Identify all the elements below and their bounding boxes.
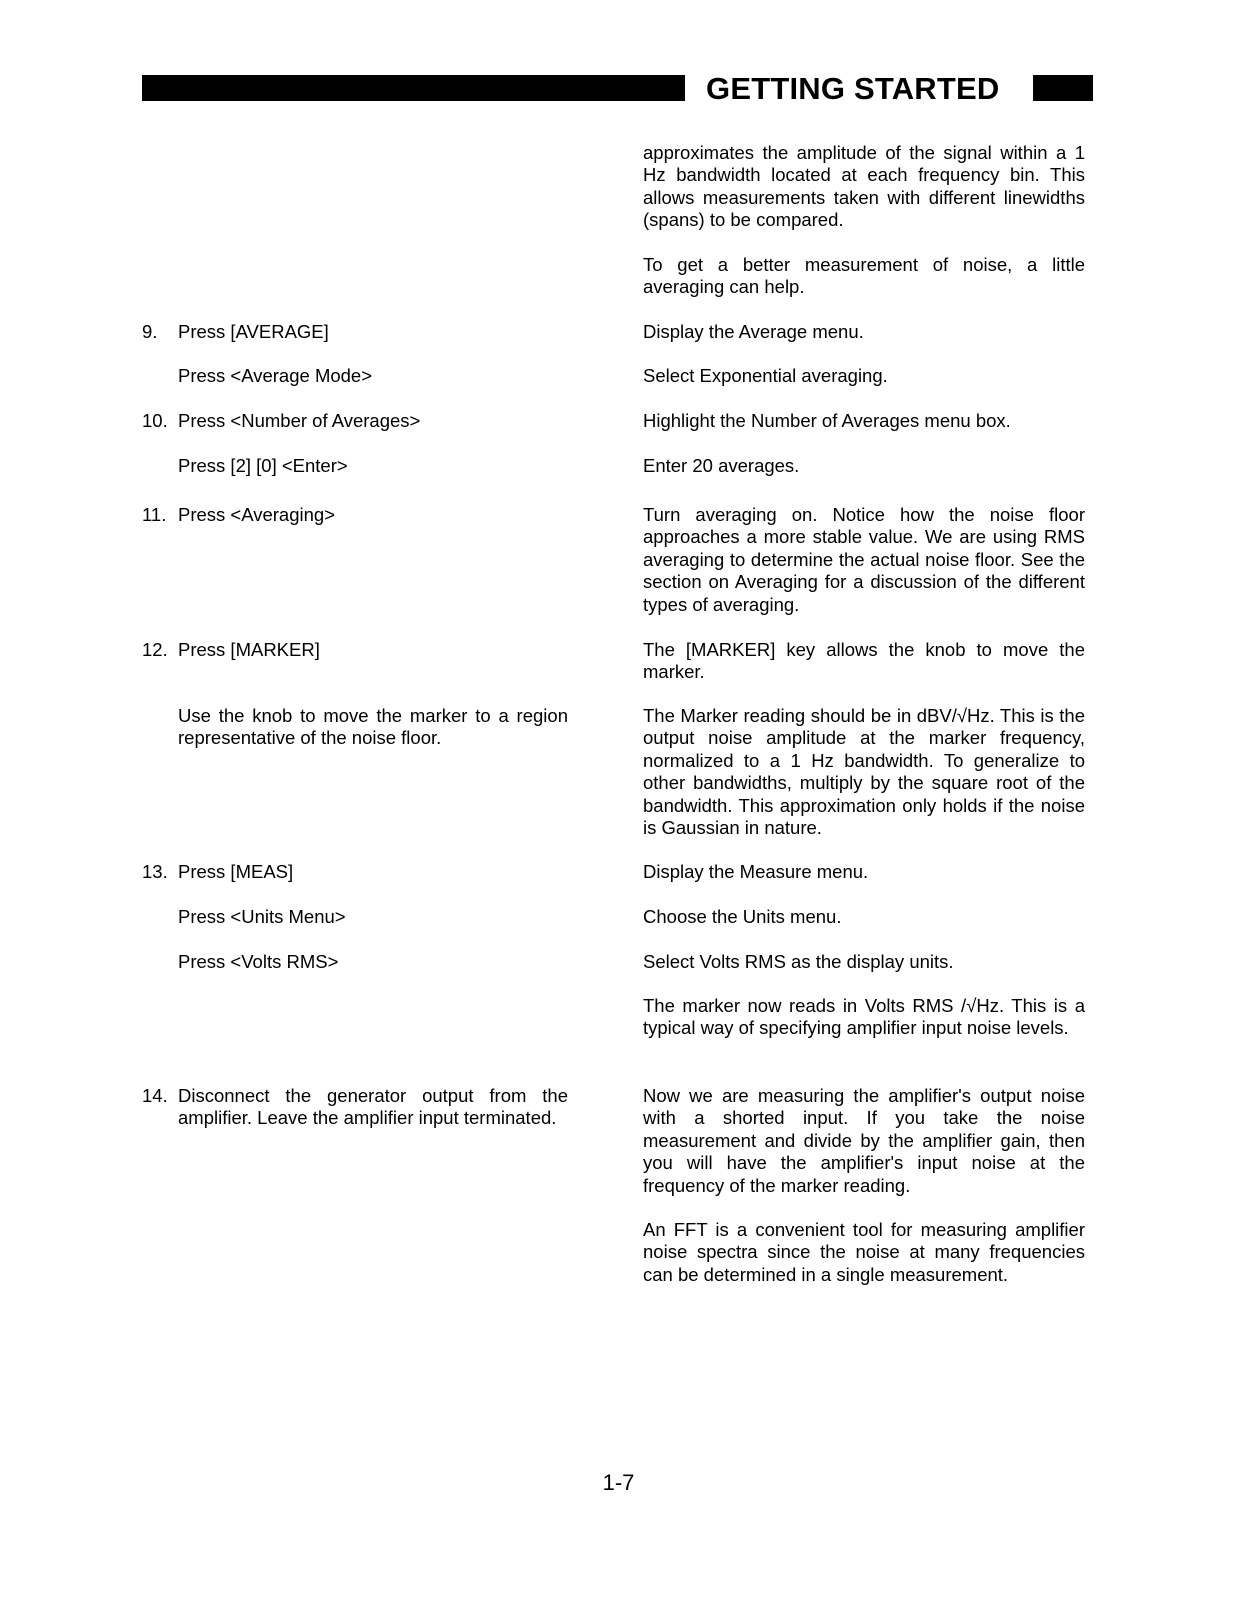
step-action: Press <Number of Averages> bbox=[178, 410, 421, 431]
intro-paragraph-1: approximates the amplitude of the signal within a 1 Hz bandwidth located at each frequency bin. This allows measurements taken with different linewidths (spans) to be compared. bbox=[643, 142, 1085, 231]
step-description: Display the Average menu. bbox=[643, 321, 864, 342]
step-action: Press <Units Menu> bbox=[178, 906, 346, 927]
step-action: Disconnect the generator output from the amplifier. Leave the amplifier input terminated. bbox=[178, 1085, 568, 1129]
step-description: The marker now reads in Volts RMS /√Hz. This is a typical way of specifying amplifier input noise levels. bbox=[643, 995, 1085, 1039]
step-description: Choose the Units menu. bbox=[643, 906, 842, 927]
step-number: 9. bbox=[142, 321, 158, 342]
step-action: Press [AVERAGE] bbox=[178, 321, 329, 342]
header-bar-right bbox=[1033, 75, 1093, 101]
step-number: 12. bbox=[142, 639, 168, 660]
step-description: The Marker reading should be in dBV/√Hz. This is the output noise amplitude at the marker frequency, normalized to a 1 Hz bandwidth. To generalize to other bandwidths, multiply by the square root of the bandwidth. This approximation only holds if the noise is Gaussian in nature. bbox=[643, 705, 1085, 839]
step-action: Press <Volts RMS> bbox=[178, 951, 339, 972]
step-number: 10. bbox=[142, 410, 168, 431]
step-action: Press [MEAS] bbox=[178, 861, 294, 882]
step-number: 11. bbox=[142, 504, 167, 525]
step-description: Now we are measuring the amplifier's output noise with a shorted input. If you take the noise measurement and divide by the amplifier gain, then you will have the amplifier's input noise at the frequency of the marker reading. bbox=[643, 1085, 1085, 1196]
page-title: GETTING STARTED bbox=[706, 71, 1000, 106]
step-action: Press [MARKER] bbox=[178, 639, 320, 660]
page-number: 1-7 bbox=[602, 1470, 635, 1495]
step-action: Use the knob to move the marker to a region representative of the noise floor. bbox=[178, 705, 568, 749]
step-description: Enter 20 averages. bbox=[643, 455, 800, 476]
step-description: The [MARKER] key allows the knob to move the marker. bbox=[643, 639, 1085, 683]
step-description: Highlight the Number of Averages menu box. bbox=[643, 410, 1011, 431]
step-number: 14. bbox=[142, 1085, 168, 1106]
step-description: Display the Measure menu. bbox=[643, 861, 869, 882]
step-description: Turn averaging on. Notice how the noise floor approaches a more stable value. We are using RMS averaging to determine the actual noise floor. See the section on Averaging for a discussion of the different types of averaging. bbox=[643, 504, 1085, 615]
step-description: An FFT is a convenient tool for measuring amplifier noise spectra since the noise at many frequencies can be determined in a single measurement. bbox=[643, 1219, 1085, 1285]
step-action: Press <Averaging> bbox=[178, 504, 336, 525]
header-bar-left bbox=[142, 75, 685, 101]
step-action: Press <Average Mode> bbox=[178, 365, 373, 386]
step-number: 13. bbox=[142, 861, 168, 882]
intro-paragraph-2: To get a better measurement of noise, a little averaging can help. bbox=[643, 254, 1085, 298]
step-description: Select Volts RMS as the display units. bbox=[643, 951, 954, 972]
step-description: Select Exponential averaging. bbox=[643, 365, 888, 386]
step-action: Press [2] [0] <Enter> bbox=[178, 455, 348, 476]
